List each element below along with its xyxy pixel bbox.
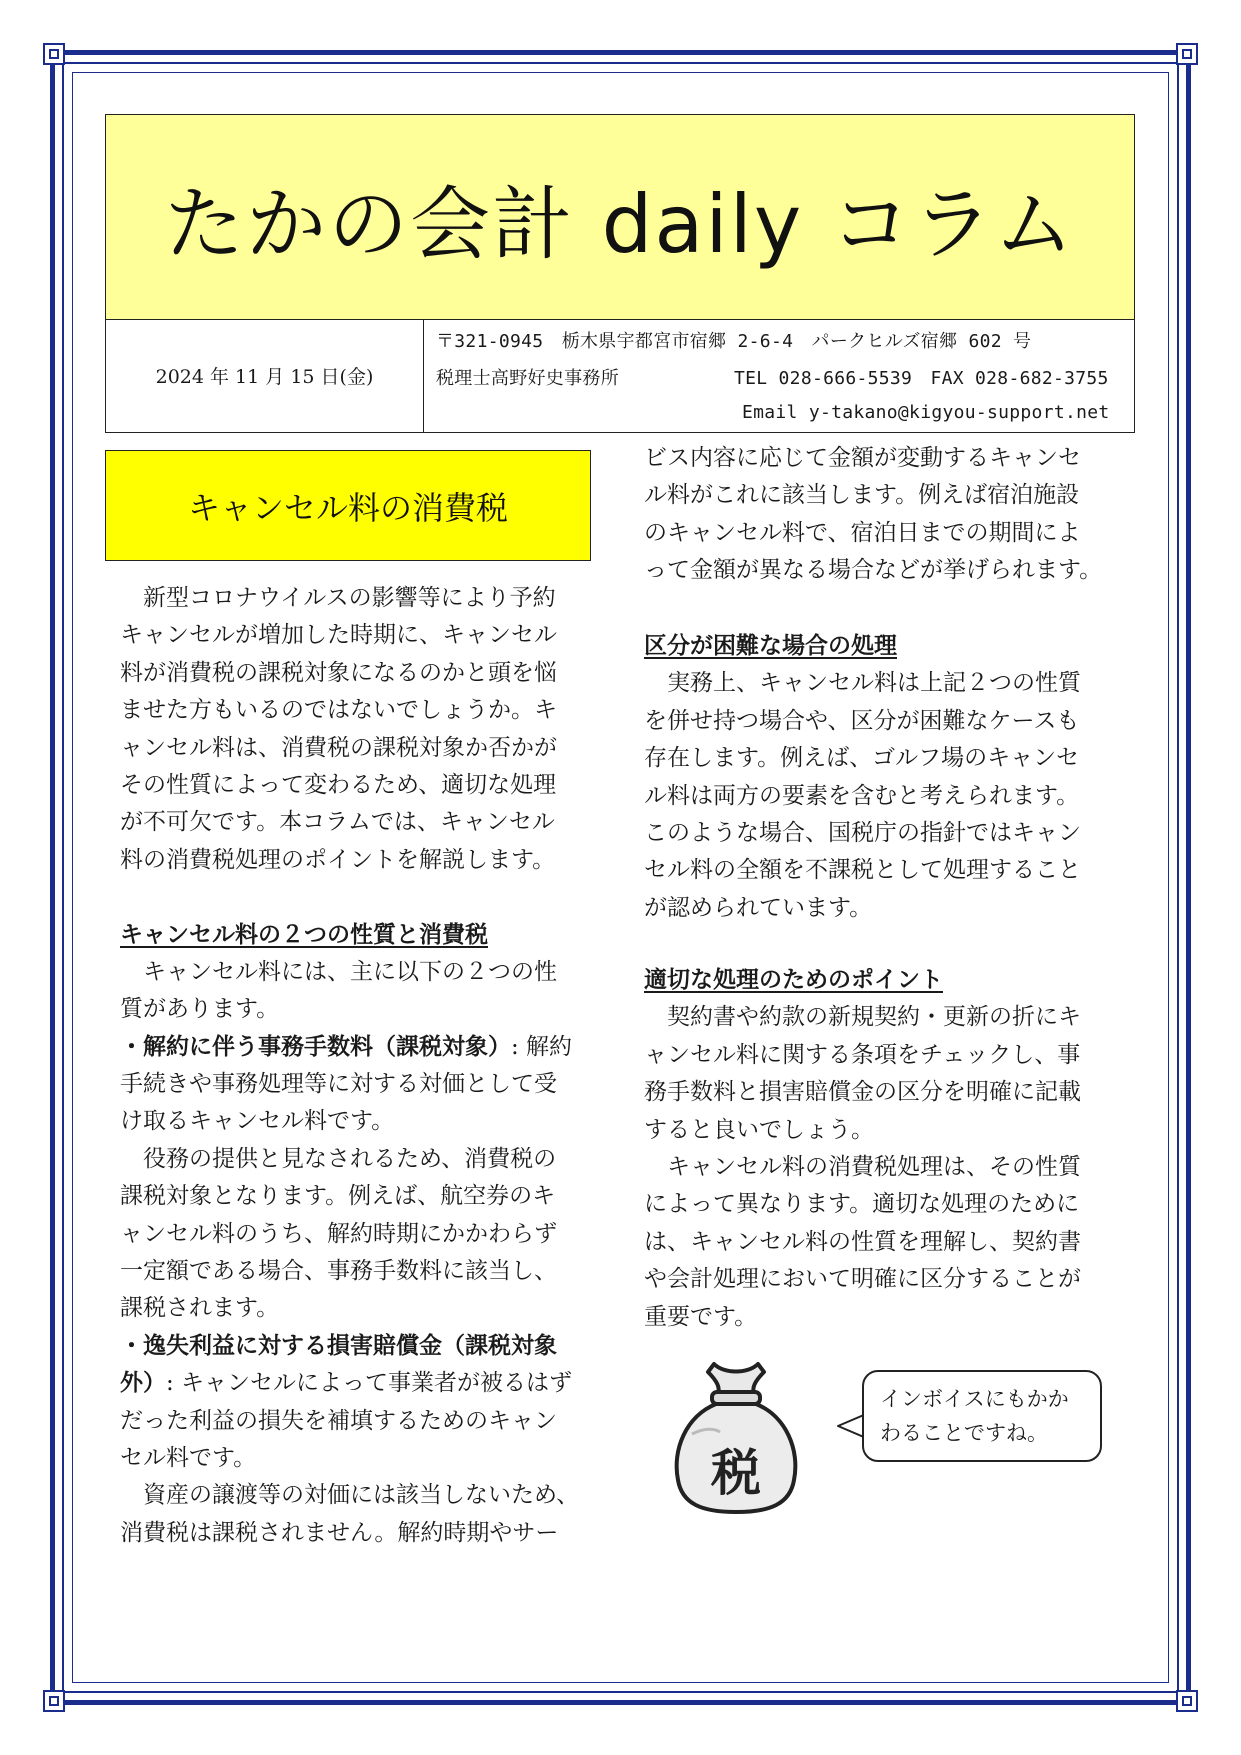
- body-line: は、キャンセル料の性質を理解し、契約書: [644, 1228, 1081, 1255]
- body-line: だった利益の損失を補填するためのキャン: [120, 1407, 557, 1434]
- intro-line: 料が消費税の課税対象になるのかと頭を悩: [120, 659, 557, 686]
- body-line: 質があります。: [120, 996, 280, 1023]
- item1-first-line: [120, 1029, 598, 1066]
- masthead-title: たかの会計 daily コラム: [164, 177, 1076, 271]
- body-line: キャンセル料には、主に以下の２つの性: [120, 958, 557, 985]
- body-line: のキャンセル料で、宿泊日までの期間によ: [644, 519, 1081, 546]
- body-line: すると良いでしょう。: [644, 1116, 874, 1143]
- masthead: [105, 114, 1135, 320]
- body-line: ャンセル料に関する条項をチェックし、事: [644, 1041, 1081, 1068]
- body-line: 一定額である場合、事務手数料に該当し、: [120, 1258, 557, 1285]
- intro-line: が不可欠です。本コラムでは、キャンセル: [120, 809, 555, 836]
- body-line: を併せ持つ場合や、区分が困難なケースも: [644, 707, 1080, 734]
- speech-line: わることですね。: [880, 1421, 1048, 1445]
- body-line: キャンセル料の消費税処理は、その性質: [644, 1153, 1081, 1180]
- body-line: ャンセル料のうち、解約時期にかかわらず: [120, 1220, 557, 1247]
- body-line: このような場合、国税庁の指針ではキャン: [644, 819, 1081, 846]
- item2-first-rest: : キャンセルによって事業者が被るはず: [166, 1370, 573, 1397]
- office-name: 税理士高野好史事務所: [436, 368, 619, 389]
- intro-line: キャンセルが増加した時期に、キャンセル: [120, 622, 557, 649]
- body-line: 実務上、キャンセル料は上記２つの性質: [644, 670, 1081, 697]
- item1-first-rest: : 解約: [511, 1033, 573, 1060]
- topic-title: キャンセル料の消費税: [187, 488, 508, 527]
- body-line: け取るキャンセル料です。: [120, 1108, 395, 1135]
- tax-money-bag-icon: [668, 1358, 804, 1516]
- intro-line: ませた方もいるのではないでしょうか。キ: [120, 697, 557, 724]
- intro-line: その性質によって変わるため、適切な処理: [120, 771, 557, 798]
- office-address: 〒321-0945 栃木県宇都宮市宿郷 2-6-4 パークヒルズ宿郷 602 号: [436, 331, 1032, 352]
- body-line: 存在します。例えば、ゴルフ場のキャンセ: [644, 745, 1080, 772]
- section-difficult-cases: [644, 628, 1129, 927]
- speech-bubble: [862, 1370, 1102, 1462]
- topic-box: [105, 450, 591, 561]
- intro-line: ャンセル料は、消費税の課税対象か否かが: [120, 734, 557, 761]
- body-line: ル料がこれに該当します。例えば宿泊施設: [644, 482, 1080, 509]
- section-heading-difficult-cases: 区分が困難な場合の処理: [644, 633, 897, 659]
- body-line: 務手数料と損害賠償金の区分を明確に記載: [644, 1079, 1081, 1106]
- section-heading-two-natures: キャンセル料の２つの性質と消費税: [120, 921, 488, 948]
- body-line: 課税されます。: [120, 1295, 280, 1322]
- issue-date: [106, 319, 424, 432]
- intro-line: 料の消費税処理のポイントを解説します。: [120, 846, 556, 873]
- issue-date-text: 2024 年 11 月 15 日(金): [155, 366, 374, 388]
- body-line: 手続きや事務処理等に対する対価として受: [120, 1071, 557, 1098]
- body-line: 消費税は課税されません。解約時期やサー: [120, 1519, 559, 1546]
- body-line: ル料は両方の要素を含むと考えられます。: [644, 782, 1080, 809]
- body-line: 重要です。: [644, 1303, 758, 1330]
- speech-line: インボイスにもかか: [880, 1387, 1069, 1411]
- intro-line: 新型コロナウイルスの影響等により予約: [120, 585, 556, 611]
- body-line: や会計処理において明確に区分することが: [644, 1266, 1081, 1293]
- corner-ornament-top-right: [1176, 43, 1198, 65]
- body-line: 役務の提供と見なされるため、消費税の: [120, 1145, 557, 1172]
- section-heading-key-points: 適切な処理のためのポイント: [644, 967, 943, 993]
- body-line: って金額が異なる場合などが挙げられます。: [644, 557, 1103, 584]
- body-line: セル料の全額を不課税として処理すること: [644, 857, 1081, 884]
- left-column: [120, 580, 598, 1552]
- body-line: が認められています。: [644, 894, 873, 921]
- masthead-info: [105, 319, 1135, 433]
- tax-bag-label: 税: [711, 1444, 761, 1502]
- body-line: によって異なります。適切な処理のために: [644, 1191, 1080, 1218]
- corner-ornament-bottom-left: [43, 1690, 65, 1712]
- body-line: ビス内容に応じて金額が変動するキャンセ: [644, 445, 1081, 471]
- section-key-points: [644, 962, 1129, 1336]
- right-column-continuation: [644, 440, 1129, 590]
- corner-ornament-top-left: [43, 43, 65, 65]
- item2-first-line: [120, 1365, 598, 1402]
- item2-term-end: 外）: [120, 1370, 166, 1397]
- body-line: 課税対象となります。例えば、航空券のキ: [120, 1183, 556, 1210]
- body-line: 契約書や約款の新規契約・更新の折にキ: [644, 1004, 1081, 1031]
- item2-term-line: ・逸失利益に対する損害賠償金（課税対象: [120, 1332, 557, 1359]
- item1-term: ・解約に伴う事務手数料（課税対象）: [120, 1033, 511, 1060]
- corner-ornament-bottom-right: [1176, 1690, 1198, 1712]
- office-email: Email y-takano@kigyou-support.net: [742, 402, 1110, 423]
- office-phone-fax: TEL 028-666-5539 FAX 028-682-3755: [734, 368, 1109, 389]
- body-line: セル料です。: [120, 1444, 257, 1471]
- blank-line: [120, 879, 598, 916]
- body-line: 資産の譲渡等の対価には該当しないため、: [120, 1482, 580, 1509]
